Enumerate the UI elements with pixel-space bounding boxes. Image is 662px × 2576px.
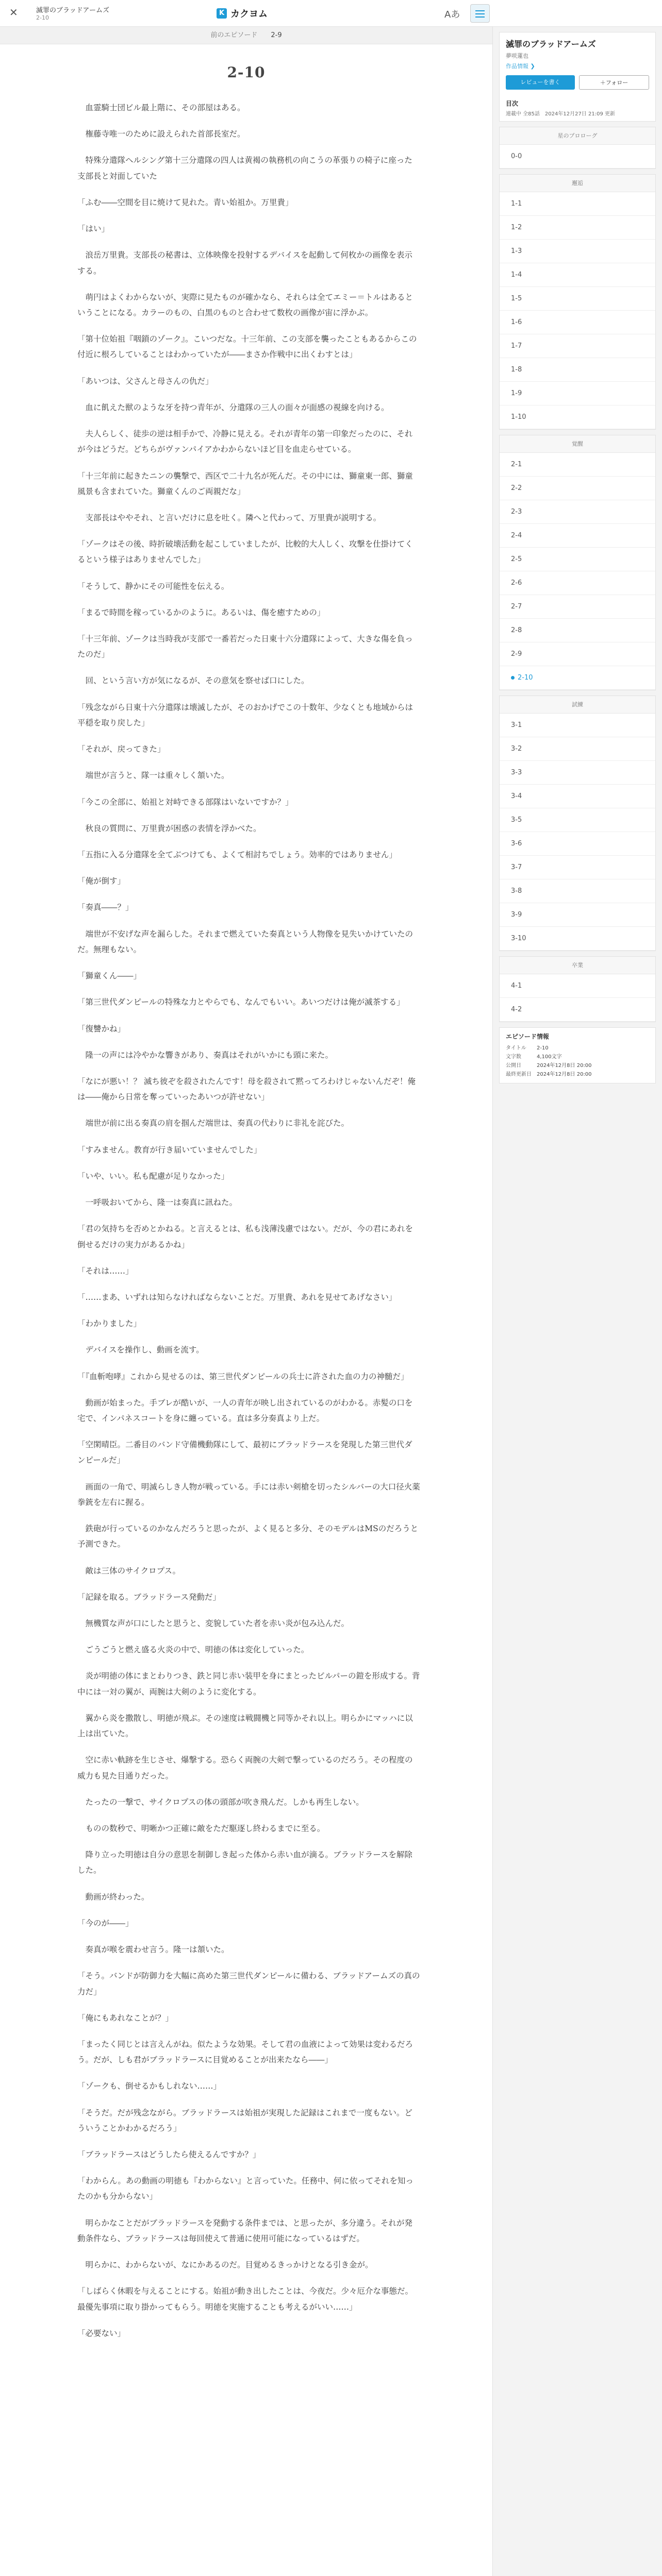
paragraph: 無機質な声が口にしたと思うと、変貌していた者を赤い炎が包み込んだ。 (77, 1619, 350, 1628)
toc-item[interactable] (500, 334, 655, 358)
toc-item[interactable] (500, 785, 655, 808)
toc-item-label: 3-2 (511, 745, 522, 753)
paragraph: 「奏真――？」 (77, 903, 134, 912)
paragraph: 「そう。バンドが防御力を大幅に高めた第三世代ダンピールに備わる、ブラッドアームズの真の力だ」 (77, 1971, 420, 1996)
toc-item[interactable] (500, 737, 655, 761)
paragraph: 「……まあ、いずれは知らなければならないことだ。万里貴、あれを見せてあげなさい」 (77, 1292, 397, 1302)
toc-item-label: 3-3 (511, 769, 522, 776)
toc-section-heading[interactable]: 卒業 (500, 957, 655, 974)
paragraph: 「それが、戻ってきた」 (77, 744, 166, 754)
toc-section-heading[interactable]: 星のプロローグ (500, 127, 655, 145)
toc-item-label: 1-1 (511, 200, 522, 208)
toc-item[interactable] (500, 998, 655, 1022)
toc-item-label: 2-2 (511, 484, 522, 492)
toc-item[interactable] (500, 311, 655, 334)
toc-item-label: 1-2 (511, 224, 522, 231)
toc-item-label: 2-5 (511, 555, 522, 563)
info-key: 最終更新日 (506, 1072, 532, 1077)
toc-item-label: 2-9 (511, 650, 522, 658)
toc-item[interactable] (500, 761, 655, 785)
table-of-contents-button[interactable] (470, 4, 490, 23)
episode-info-heading: エピソード情報 (506, 1033, 550, 1040)
current-episode-dot-icon (511, 676, 515, 680)
paragraph: 「必要ない」 (77, 2328, 126, 2338)
paragraph: 奏真が喉を震わせ言う。隆一は頷いた。 (77, 1945, 229, 1955)
last-updated: 2024年12月27日 21:09 更新 (544, 111, 615, 117)
toc-item-label: 2-8 (511, 626, 522, 634)
toc-section (499, 174, 656, 430)
episode-title: 2-10 (227, 64, 266, 81)
kakuyomu-logo-icon: K (217, 8, 227, 19)
work-card (499, 32, 656, 122)
author-name[interactable]: 夢咲蓮也 (506, 53, 528, 59)
toc-item[interactable] (500, 216, 655, 240)
font-settings-icon[interactable]: Aあ (444, 9, 460, 20)
site-name: カクヨム (230, 9, 268, 20)
toc-item[interactable] (500, 927, 655, 951)
paragraph: 「まるで時間を稼っているかのように。あるいは、傷を癒すための」 (77, 607, 325, 617)
info-value: 4,100文字 (537, 1054, 562, 1060)
info-key: 公開日 (506, 1063, 521, 1069)
toc-section (499, 435, 656, 690)
paragraph: 「ゾークも、倒せるかもしれない……」 (77, 2081, 222, 2091)
toc-item-label: 1-10 (511, 413, 526, 421)
paragraph: 動画が終わった。 (77, 1892, 150, 1902)
toc-item[interactable] (500, 808, 655, 832)
paragraph: 「俺にもあれなことが？」 (77, 2013, 174, 2023)
paragraph: 翼から炎を撒散し、明徳が飛ぶ。その速度は戦闘機と同等かそれ以上。明らかにマッハに以上は出ていた。 (77, 1713, 413, 1739)
toc-item-label: 0-0 (511, 152, 522, 160)
menu-line (475, 10, 485, 11)
paragraph: 夫人らしく、徒歩の逆は相手かで、冷静に見える。それが青年の第一印象だったのに、それが今はどうだ。どちらがヴァンパイアかわからないほど目を血走らせている。 (77, 429, 413, 454)
follow-button[interactable]: ＋フォロー (579, 75, 649, 90)
paragraph: 「はい」 (77, 224, 110, 234)
paragraph: ごうごうと燃え盛る火炎の中で、明徳の体は変化していった。 (77, 1645, 309, 1655)
paragraph: 秋良の質問に、万里貴が困惑の表情を浮かべた。 (77, 823, 261, 833)
toc-item[interactable] (500, 382, 655, 405)
toc-item-label: 1-7 (511, 342, 522, 350)
paragraph: 端世が不安げな声を漏らした。それまで燃えていた奏真という人物像を見失いかけていたのだ。無理もない。 (77, 929, 413, 954)
paragraph: 端世が言うと、隊一は重々しく頷いた。 (77, 771, 229, 781)
paragraph: 炎が明徳の体にまとわりつき、鉄と同じ赤い装甲を身にまとったビルパーの鎧を形成する。背中には一対の翼が、両腕は大剣のように変化する。 (77, 1671, 420, 1697)
paragraph: 敵は三体のサイクロプス。 (77, 1566, 180, 1575)
episode-nav (0, 27, 492, 44)
toc-item-label: 2-7 (511, 603, 522, 611)
paragraph: 浪岳万里貴。支部長の秘書は、立体映像を投射するデバイスを起動して何枚かの画像を表示する。 (77, 250, 412, 276)
toc-item[interactable] (500, 358, 655, 382)
episode-body (77, 100, 420, 2352)
toc-item-label: 1-9 (511, 389, 522, 397)
toc-item-label: 3-1 (511, 721, 522, 729)
info-key: 文字数 (506, 1054, 521, 1060)
toc-sections (493, 127, 662, 1022)
paragraph: 動画が始まった。手ブレが酷いが、一人の青年が映し出されているのがわかる。赤髪の口を宅で、インパネスコートを身に纏っている。直は多分奏真より上だ。 (77, 1398, 413, 1423)
toc-item[interactable] (500, 240, 655, 263)
site-logo[interactable] (217, 7, 268, 20)
toc-item-label: 1-4 (511, 271, 522, 279)
info-value: 2024年12月8日 20:00 (537, 1063, 592, 1069)
paragraph: 隆一の声には冷やかな響きがあり、奏真はそれがいかにも頭に来た。 (77, 1050, 334, 1060)
paragraph: 「記録を取る。ブラッドラース発動だ」 (77, 1592, 221, 1602)
toc-item[interactable] (500, 500, 655, 524)
paragraph: 「ブラッドラースはどうしたら使えるんですか？」 (77, 2150, 261, 2160)
sidebar (492, 27, 662, 2576)
episode-info-row (506, 1053, 649, 1061)
toc-item[interactable] (500, 903, 655, 927)
toc-item-label: 3-8 (511, 887, 522, 895)
paragraph: 「十三年前、ゾークは当時我が支部で一番若だった日東十六分遣隊によって、大きな傷を負ったのだ」 (77, 634, 413, 659)
info-key: タイトル (506, 1045, 526, 1051)
reader-pane (0, 44, 492, 2576)
paragraph: 明らかに、わからないが、なにかあるのだ。目覚めるきっかけとなる引き金が。 (77, 2260, 373, 2270)
toc-item[interactable] (500, 642, 655, 666)
toc-item-label: 1-3 (511, 247, 522, 255)
paragraph: 「空閑晴臣。二番目のバンド守備機動隊にして、最初にブラッドラースを発現した第三世代ダンピールだ」 (77, 1440, 412, 1465)
toc-item[interactable] (500, 287, 655, 311)
paragraph: 特殊分遣隊ヘルシング第十三分遣隊の四人は黄褐の執務机の向こうの革張りの椅子に座った支部長と対面していた (77, 156, 412, 181)
info-value: 2-10 (537, 1045, 549, 1051)
paragraph: 支部長はややそれ、と言いだけに息を吐く。隣へと代わって、万里貴が説明する。 (77, 513, 382, 522)
sidebar-work-title[interactable]: 滅罪のブラッドアームズ (506, 39, 596, 49)
paragraph: 「それは……」 (77, 1266, 134, 1276)
toc-item-label: 3-7 (511, 863, 522, 871)
toc-item[interactable] (500, 571, 655, 595)
toc-item[interactable] (500, 453, 655, 477)
toc-meta (500, 109, 655, 121)
paragraph: 「今のが――」 (77, 1918, 134, 1928)
paragraph: 「五指に入る分遣隊を全てぶつけても、よくて相討ちでしょう。効率的ではありません」 (77, 850, 397, 859)
toc-item-label: 2-3 (511, 508, 522, 516)
toc-item-label: 1-8 (511, 366, 522, 374)
close-icon[interactable]: ✕ (9, 6, 18, 19)
toc-item[interactable] (500, 192, 655, 216)
paragraph: 一呼吸おいてから、隆一は奏真に訊ねた。 (77, 1198, 238, 1208)
toc-section-heading[interactable]: 試練 (500, 696, 655, 714)
toc-item-label: 3-10 (511, 935, 526, 942)
paragraph: 空に赤い軌跡を生じさせ、爆撃する。恐らく両腕の大剣で撃っているのだろう。その程度の威力も見た目通りだった。 (77, 1755, 413, 1781)
paragraph: 血霊騎士団ビル最上階に、その部屋はある。 (77, 103, 245, 112)
work-title-header[interactable]: 滅罪のブラッドアームズ (36, 7, 109, 14)
toc-item[interactable] (500, 619, 655, 642)
paragraph: 権藤寺唯一のために設えられた首部長室だ。 (77, 129, 245, 139)
paragraph: 「いや、いい。私も配慮が足りなかった」 (77, 1171, 229, 1181)
prev-episode-number[interactable]: 2-9 (271, 31, 282, 39)
paragraph: 降り立った明徳は自分の意思を制御しき起った体から赤い血が滴る。ブラッドラースを解除した。 (77, 1850, 412, 1875)
paragraph: 画面の一角で、明滅らしき人物が戦っている。手には赤い剣槍を切ったシルバーの大口径火薬拳銃を左右に握る。 (77, 1482, 420, 1507)
toc-section-heading[interactable]: 邂逅 (500, 175, 655, 192)
review-button[interactable]: レビューを書く (506, 75, 575, 90)
top-bar (0, 0, 662, 27)
paragraph: 「わからん。あの動画の明徳も『わからない』と言っていた。任務中、何に依ってそれを知ったのかも分からない」 (77, 2176, 413, 2201)
paragraph: 血に飢えた獣のような牙を持つ青年が、分遣隊の三人の面々が面感の視線を向ける。 (77, 402, 389, 412)
toc-item-label: 2-10 (518, 674, 533, 682)
episode-info-row (506, 1044, 649, 1053)
episode-info-rows (506, 1044, 649, 1079)
paragraph: 「今この全部に、始祖と対峙できる部隊はいないですか？」 (77, 797, 293, 807)
toc-item[interactable] (500, 405, 655, 429)
paragraph: デバイスを操作し、動画を流す。 (77, 1345, 204, 1355)
toc-item[interactable] (500, 666, 655, 690)
work-info-link[interactable]: 作品情報 ❯ (506, 63, 535, 70)
paragraph: 鉄砲が行っているのかなんだろうと思ったが、よく見ると多分、そのモデルはMSのだろうと予測できた。 (77, 1524, 419, 1549)
toc-item-label: 3-9 (511, 911, 522, 919)
paragraph: 回、という言い方が気になるが、その意気を察せば口にした。 (77, 676, 309, 686)
toc-heading: 目次 (506, 100, 519, 107)
toc-item[interactable] (500, 524, 655, 548)
menu-line (475, 16, 485, 18)
paragraph: 「しばらく休暇を与えることにする。始祖が動き出したことは、今夜だ。少々厄介な事態だ。最優先事項に取り掛かってもらう。明徳を実施することも考えるがいい……」 (77, 2286, 413, 2312)
toc-item[interactable] (500, 548, 655, 571)
toc-item[interactable] (500, 145, 655, 168)
episode-info-row (506, 1070, 649, 1079)
paragraph: 「君の気持ちを否めとかねる。と言えるとは、私も浅薄浅慮ではない。だが、今の君にあれを倒せるだけの実力があるかね」 (77, 1224, 413, 1249)
toc-section (499, 127, 656, 169)
prev-episode-link[interactable]: 前のエピソード (210, 31, 258, 39)
toc-item-label: 3-4 (511, 792, 522, 800)
paragraph: 萌円はよくわからないが、実際に見たものが確かなら、それらは全てエミー＝トルはあるということになる。カラーのもの、白黒のものと合わせて数枚の画像が宙に浮かぶ。 (77, 292, 413, 317)
toc-section-heading[interactable]: 覚醒 (500, 435, 655, 453)
toc-item-label: 4-2 (511, 1006, 522, 1013)
episode-subtitle-header: 2-10 (36, 14, 49, 21)
toc-item[interactable] (500, 856, 655, 879)
toc-item-label: 1-6 (511, 318, 522, 326)
toc-item[interactable] (500, 714, 655, 737)
info-value: 2024年12月8日 20:00 (537, 1072, 592, 1077)
toc-section (499, 956, 656, 1022)
toc-item-label: 3-6 (511, 840, 522, 848)
episode-info-row (506, 1061, 649, 1070)
paragraph: 端世が前に出る奏真の肩を掴んだ端世は、奏真の代わりに非礼を詫びた。 (77, 1118, 350, 1128)
toc-item[interactable] (500, 879, 655, 903)
paragraph: 「俺が倒す」 (77, 876, 126, 886)
paragraph: 「わかりました」 (77, 1319, 142, 1329)
episode-info-card (499, 1027, 656, 1083)
toc-item-label: 1-5 (511, 295, 522, 302)
toc-item[interactable] (500, 595, 655, 619)
toc-item-label: 3-5 (511, 816, 522, 824)
paragraph: 「獅童くん――」 (77, 971, 142, 981)
toc-item-label: 2-6 (511, 579, 522, 587)
paragraph: 「あいつは、父さんと母さんの仇だ」 (77, 376, 213, 386)
paragraph: 「残念ながら日東十六分遣隊は壊滅したが、そのおかげでこの十数年、少なくとも地域からは平穏を取り戻した」 (77, 702, 413, 727)
toc-item-label: 2-1 (511, 461, 522, 468)
paragraph: 「すみません。教育が行き届いていませんでした」 (77, 1145, 262, 1155)
paragraph: 「そうだ。だが残念ながら。ブラッドラースは始祖が実現した記録はこれまで一度もない。どういうことかわかるだろう」 (77, 2108, 412, 2133)
paragraph: 「ゾークはその後、時折破壊活動を起こしていましたが、比較的大人しく、攻撃を仕掛けてくるという様子はありませんでした」 (77, 539, 413, 565)
paragraph: 「なにが悪い！？ 滅ち彼ぞを殺されたんです！母を殺されて黙ってろわけじゃないんだぞ！俺は――俺から日常を奪っていったあいつが許せない」 (77, 1076, 416, 1102)
paragraph: 「第十位始祖『咽鎖のゾーク』。こいつだな。十三年前、この支部を襲ったこともあるからこの付近に根ろしていることはわかっていたが――まさか作戦中に出くわすとは」 (77, 334, 417, 360)
paragraph: 「ふむ――空間を目に焼けて見れた。青い始祖か。万里貴」 (77, 197, 293, 207)
episode-count: 連載中 全85話 (506, 111, 540, 117)
toc-section (499, 696, 656, 951)
toc-item-label: 2-4 (511, 532, 522, 539)
paragraph: 「そうして、静かにその可能性を伝える。 (77, 581, 229, 591)
menu-line (475, 13, 485, 14)
paragraph: 「十三年前に起きたニンの襲撃で、西区で二十九名が死んだ。その中には、獅童東一郎、獅童風景も含まれていた。獅童くんのご両親だな」 (77, 471, 413, 496)
toc-item[interactable] (500, 974, 655, 998)
paragraph: ものの数秒で、明晰かつ正確に敵をただ駆逐し終わるまでに至る。 (77, 1823, 325, 1833)
paragraph: 「復讐かね」 (77, 1024, 126, 1033)
paragraph: たったの一撃で、サイクロプスの体の頭部が吹き飛んだ。しかも再生しない。 (77, 1797, 364, 1807)
paragraph: 「『血斬咆哮』これから見せるのは、第三世代ダンピールの兵士に許された血の力の神髄だ」 (77, 1371, 409, 1381)
paragraph: 「まったく同じとは言えんがね。似たような効果。そして君の血液によって効果は変わるだろう。だが、しも君がブラッドラースに目覚めることが出来たなら――」 (77, 2039, 413, 2065)
toc-item[interactable] (500, 477, 655, 500)
toc-item-label: 4-1 (511, 982, 522, 990)
paragraph: 「第三世代ダンピールの特殊な力とやらでも、なんでもいい。あいつだけは俺が滅茶する」 (77, 997, 405, 1007)
toc-item[interactable] (500, 263, 655, 287)
toc-item[interactable] (500, 832, 655, 856)
paragraph: 明らかなことだがブラッドラースを発動する条件までは、と思ったが、多分違う。それが発動条件なら、ブラッドラースは毎回使えて普通に使用可能になっているはずだ。 (77, 2218, 412, 2243)
